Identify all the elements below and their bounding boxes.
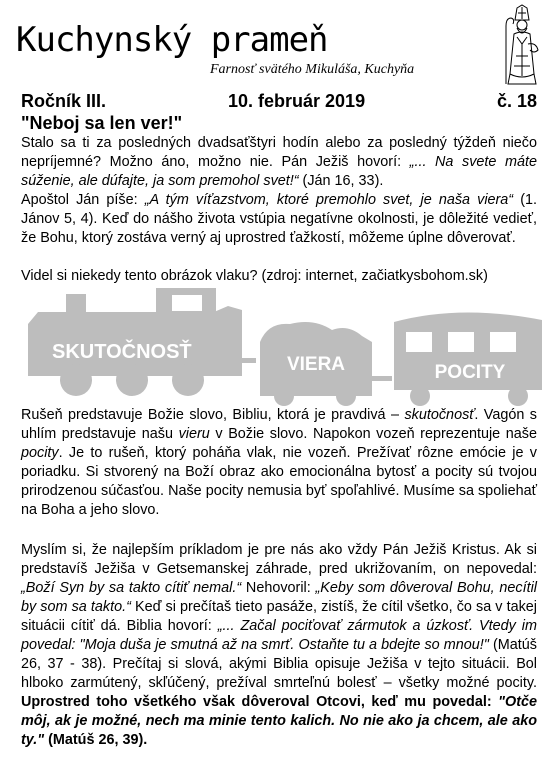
paragraph-apostle: [21, 191, 537, 248]
engine-wheel: [116, 364, 148, 396]
caboose-wheel: [508, 386, 528, 406]
parish-subtitle: Farnosť svätého Mikuláša, Kuchyňa: [210, 62, 415, 77]
newsletter-title: Kuchynský prameň: [16, 20, 328, 60]
coupling: [370, 376, 392, 381]
coal-car-wheel: [274, 386, 294, 406]
saint-nicholas-bishop-icon: [498, 4, 546, 86]
text-span: Myslím si, že najlepším príkladom je pre nás ako vždy Pán Ježiš Kristus. Ak si predstavíš Ježiša v Getsemanskej záhrade, pred ukrižovaním, on nepovedal:: [21, 542, 537, 577]
issue-date: 10. február 2019: [228, 91, 366, 111]
train-illustration: [28, 286, 542, 406]
caboose-window: [490, 332, 516, 352]
coal-car-label: VIERA: [286, 354, 346, 375]
coal-car-wheel: [336, 386, 356, 406]
bible-quote: „... Na svete máte súženie, ale dúfajte, ja som premohol svet!“: [21, 154, 537, 189]
text-span: Keď si prečítaš tieto pasáže, zistíš, že cítil všetko, čo sa v takej situácii cítiť dá. Biblia hovorí:: [21, 599, 537, 634]
emphasis: vieru: [178, 426, 210, 442]
paragraph-train-question: Videl si niekedy tento obrázok vlaku? (zdroj: internet, začiatkysbohom.sk): [21, 268, 488, 284]
bold-bible-quote: "Otče môj, ak je možné, nech ma minie tento kalich. No nie ako ja chcem, ale ako ty.": [21, 694, 537, 748]
engine-cab-window: [172, 295, 202, 311]
paragraph-jesus-example: [21, 541, 537, 750]
text-span: (Ján 16, 33).: [298, 173, 384, 189]
paragraph-explanation: [21, 406, 537, 520]
caboose-window: [448, 332, 474, 352]
quote: „Keby som dôveroval Bohu, necítil by som sa takto.“: [21, 580, 537, 615]
text-span: (Matúš 26, 37 - 38). Prečítaj si slová, akými Biblia opisuje Ježiša v tejto situácii. Bol hlboko zarmútený, skľúčený, prežíval smrteľnú bolesť – všetky možné pocity.: [21, 637, 537, 691]
issue-number: č. 18: [496, 91, 537, 111]
text-span: Nehovoril:: [241, 580, 316, 596]
emphasis: skutočnosť: [404, 407, 475, 423]
bible-quote: „A tým víťazstvom, ktoré premohlo svet, je naša viera“: [144, 192, 514, 208]
article-headline: "Neboj sa len ver!": [21, 113, 183, 133]
bold-reference: (Matúš 26, 39).: [44, 732, 148, 748]
masthead: [0, 0, 554, 88]
caboose-label: POCITY: [434, 362, 506, 383]
text-span: Rušeň predstavuje Božie slovo, Bibliu, ktorá je pravdivá –: [21, 407, 405, 423]
text-span: . Je to rušeň, ktorý poháňa vlak, nie vozeň. Prežívať rôzne emócie je v poriadku. Si stvorený na Boží obraz ako emocionálna bytosť a pocity sú tvojou prirodzenou súčasťou. Naše pocity nemusia byť spoľahlivé. Musíme sa spoliehať na Boha a jeho slovo.: [21, 445, 537, 518]
bible-quote: „... Začal pociťovať zármutok a úzkosť. Vtedy im povedal: "Moja duša je smutná až na smrť. Ostaňte tu a bdejte so mnou!": [21, 618, 537, 653]
coupling: [240, 358, 256, 363]
caboose-wheel: [410, 386, 430, 406]
text-span: v Božie slovo. Napokon vozeň reprezentuje naše: [209, 426, 537, 442]
engine-wheel: [60, 364, 92, 396]
text-span: Stalo sa ti za posledných dvadsaťštyri hodín alebo za posledný týždeň niečo nepríjemné? Možno áno, možno nie. Pán Ježiš hovorí:: [21, 135, 537, 170]
emphasis: pocity: [21, 445, 59, 461]
issue-info: [21, 91, 537, 113]
paragraph-intro: [21, 134, 537, 191]
text-span: (1. Jánov 5, 4). Keď do nášho života vstúpia negatívne okolnosti, je dôležité vedieť, že Bohu, ktorý zostáva verný aj uprostred ťažkostí, môžeme úplne dôverovať.: [21, 192, 537, 246]
text-span: Apoštol Ján píše:: [21, 192, 145, 208]
quote: „Boží Syn by sa takto cítiť nemal.“: [21, 580, 242, 596]
engine-wheel: [172, 364, 204, 396]
text-span: . Vagón s uhlím predstavuje našu: [21, 407, 538, 442]
volume-label: Ročník III.: [21, 91, 107, 111]
engine-label: SKUTOČNOSŤ: [52, 341, 192, 363]
bold-text: Uprostred toho všetkého však dôveroval Otcovi, keď mu povedal:: [21, 694, 499, 710]
caboose-window: [406, 332, 432, 352]
